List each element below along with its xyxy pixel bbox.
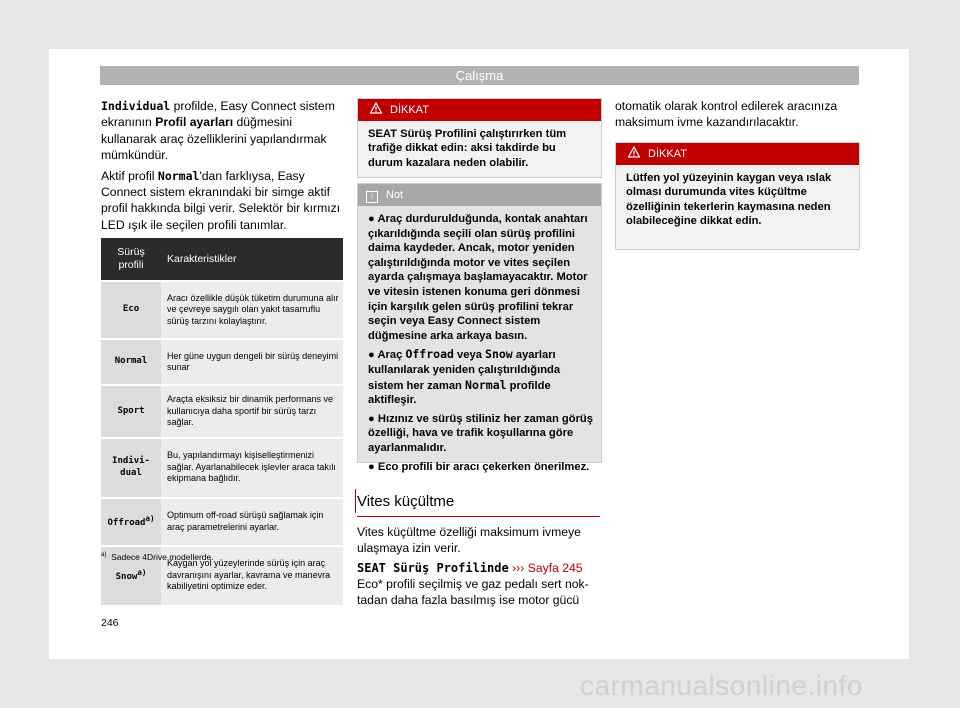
note-header bbox=[358, 184, 601, 206]
profile-desc: Optimum off-road sürüşü sağlamak için araç parametrelerini ayarlar. bbox=[161, 498, 343, 546]
profile-name: Sport bbox=[117, 405, 145, 416]
downshift-paragraph: Vites küçültme özelliği maksimum ivmeye ulaşmaya izin verir. bbox=[357, 525, 581, 555]
warning-box-1 bbox=[357, 98, 602, 178]
footnote-ref: a) bbox=[145, 514, 155, 524]
profile-desc: Her güne uygun dengeli bir sürüş deneyimi sunar bbox=[161, 339, 343, 385]
table-row bbox=[101, 498, 343, 546]
warning-title: DİKKAT bbox=[390, 104, 429, 116]
table-row bbox=[101, 281, 343, 339]
warning-box-2 bbox=[615, 142, 860, 250]
note-title: Not bbox=[386, 189, 404, 201]
info-icon: i bbox=[366, 191, 378, 203]
downshift-paragraph-2: Eco* profili seçilmiş ve gaz pedalı sert nok- tadan daha fazla basılmış ise motor gücü bbox=[357, 577, 589, 607]
warning-header bbox=[358, 99, 601, 121]
watermark: carmanualsonline.info bbox=[580, 670, 863, 701]
intro-text bbox=[101, 98, 343, 237]
header-characteristics: Karakteristikler bbox=[161, 238, 343, 281]
cross-reference: SEAT Sürüş Profilinde ››› Sayfa 245 bbox=[357, 561, 583, 575]
intro-paragraph-2: Aktif profil Normal'dan farklıysa, Easy Connect sistem ekranındaki bir simge aktif profil hakkında bilgi verir. Selektör bir kırmızı LED ışık ile seçilen profili tanımlar. bbox=[101, 168, 341, 232]
note-box bbox=[357, 183, 602, 473]
table-row bbox=[101, 385, 343, 438]
profile-desc: Araçta eksiksiz bir dinamik performans ve kullanıcıya daha sportif bir sürüş tarzı sağlar. bbox=[161, 385, 343, 438]
note-bullet: ● Hızınız ve sürüş stiliniz her zaman görüş özelliği, hava ve trafik koşullarına göre ayarlanmalıdır. bbox=[368, 412, 593, 454]
note-bullet: ● Araç durdurulduğunda, kontak anahtarı çıkarıldığında seçili olan sürüş profilini daima kaydeder. Ancak, motor yeniden çalıştırıldığında motor ve vites seçilen ayarda çalışmaya başlamayacaktır. Motor ve vitesin istenen konuma geri dönmesi için karşılık gelen sürüş profilini tekrar seçin veya Easy Connect sistem düğmesine arka arkaya basın. bbox=[368, 213, 588, 342]
page-header bbox=[100, 66, 859, 85]
profile-name: Snow bbox=[115, 572, 138, 583]
note-bullet: ● Araç Offroad veya Snow ayarları kullanılarak yeniden çalıştırıldığında sistem her zaman Normal profilde aktifleşir. bbox=[368, 347, 561, 407]
downshift-text bbox=[357, 524, 600, 612]
page-link[interactable]: Sayfa 245 bbox=[527, 561, 583, 575]
section-accent-bar bbox=[355, 489, 356, 513]
intro-paragraph-1: Individual profilde, Easy Connect sistem ekranının Profil ayarları düğmesini kullanarak araç özelliklerini yapılandırmak mümkündür. bbox=[101, 99, 335, 163]
arrow-icon: ››› bbox=[512, 561, 525, 575]
warning-title: DİKKAT bbox=[648, 148, 687, 160]
profile-name: Normal bbox=[114, 356, 148, 367]
warning-header bbox=[616, 143, 859, 165]
header-title: Çalışma bbox=[455, 68, 504, 83]
footnote-ref: a) bbox=[137, 568, 147, 578]
warning-triangle-icon bbox=[628, 146, 640, 158]
table-row bbox=[101, 438, 343, 498]
header-profile: Sürüş profili bbox=[101, 238, 161, 281]
warning-text: Lütfen yol yüzeyinin kaygan veya ıslak olması durumunda vites küçültme özelliğinin tekerlerin kaymasına neden olabileceğine dikkat edin. bbox=[626, 172, 832, 228]
note-body bbox=[358, 206, 601, 474]
warning-text: SEAT Sürüş Profilini çalıştırırken tüm trafiğe dikkat edin: aksi takdirde bu durum kazalara neden olabilir. bbox=[368, 128, 567, 169]
table-row bbox=[101, 339, 343, 385]
section-title: Vites küçültme bbox=[357, 493, 455, 510]
note-bullet: ● Eco profili bir aracı çekerken önerilmez. bbox=[368, 460, 590, 473]
profile-name: Eco bbox=[122, 304, 140, 315]
profile-desc: Bu, yapılandırmayı kişiselleştirmenizi sağlar. Ayarlanabilecek işlevler araca takılı ekipmana bağlıdır. bbox=[161, 438, 343, 498]
profile-desc: Kaygan yol yüzeylerinde sürüş için araç davranışını ayarlar, kavrama ve manevra kabiliyetini optimize eder. bbox=[161, 546, 343, 605]
profile-name: Indivi-dual bbox=[112, 456, 150, 478]
profile-table bbox=[101, 238, 343, 605]
profile-name: Offroad bbox=[107, 518, 146, 529]
section-heading bbox=[357, 493, 600, 517]
profile-desc: Aracı özellikle düşük tüketim durumuna alır ve çevreye saygılı olan yakıt tasarruflu sürüş tarzını kolaylaştırır. bbox=[161, 281, 343, 339]
column-3-text: otomatik olarak kontrol edilerek aracınıza maksimum ivme kazandırılacaktır. bbox=[615, 99, 838, 130]
table-footnote: $^{a)}$ Sadece 4Drive modellerde. bbox=[101, 552, 214, 562]
warning-triangle-icon bbox=[370, 102, 382, 114]
table-header-row bbox=[101, 238, 343, 281]
page-number: 246 bbox=[101, 617, 119, 629]
